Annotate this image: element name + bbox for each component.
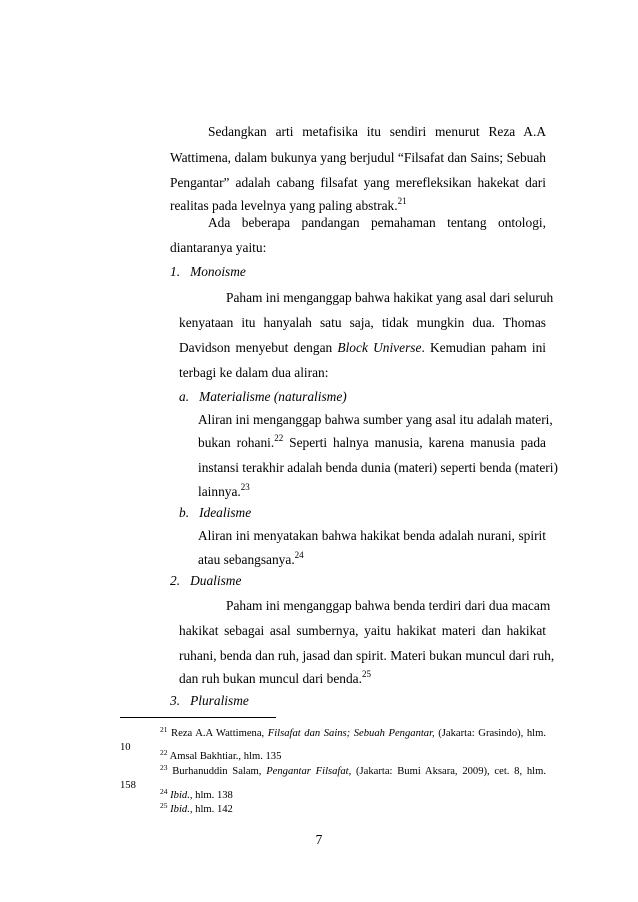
body-line: kenyataan itu hanyalah satu saja, tidak mungkin dua. Thomas	[179, 315, 546, 330]
subsection-heading: a. Materialisme (naturalisme)	[179, 389, 347, 404]
body-line: Davidson menyebut dengan Block Universe. Kemudian paham ini	[179, 340, 547, 355]
subsection-heading: b. Idealisme	[179, 505, 252, 520]
body-line: instansi terakhir adalah benda dunia (materi) seperti benda (materi)	[198, 460, 558, 475]
body-line: Wattimena, dalam bukunya yang berjudul “Filsafat dan Sains; Sebuah	[170, 150, 546, 165]
body-line: terbagi ke dalam dua aliran:	[179, 365, 329, 380]
body-line: realitas pada levelnya yang paling abstrak.$^{21}$	[170, 196, 407, 213]
body-line: dan ruh bukan muncul dari benda.$^{25}$	[179, 669, 371, 686]
footnote-23-wrap: 158	[120, 780, 136, 791]
footnote-separator	[120, 717, 276, 718]
footnote-23: $^{23}$ Burhanuddin Salam, Pengantar Filsafat, (Jakarta: Bumi Aksara, 2009), cet. 8, hlm.	[160, 763, 546, 777]
footnote-ref: 24	[294, 550, 304, 560]
footnote-24: $^{24}$ Ibid., hlm. 138	[160, 787, 233, 801]
body-line: ruhani, benda dan ruh, jasad dan spirit. Materi bukan muncul dari ruh,	[179, 648, 555, 663]
footnote-21-wrap: 10	[120, 742, 131, 753]
body-line: Ada beberapa pandangan pemahaman tentang ontologi,	[208, 215, 546, 230]
body-line: bukan rohani.$^{22}$ Seperti halnya manusia, karena manusia pada	[198, 433, 546, 450]
body-line: lainnya.$^{23}$	[198, 482, 250, 499]
footnote-ref: 22	[274, 433, 284, 443]
page-number: 7	[315, 832, 323, 847]
section-heading: 1. Monoisme	[170, 264, 246, 279]
body-line: atau sebangsanya.$^{24}$	[198, 550, 304, 567]
footnote-25: $^{25}$ Ibid., hlm. 142	[160, 801, 233, 815]
footnote-21: $^{21}$ Reza A.A Wattimena, Filsafat dan Sains; Sebuah Pengantar, (Jakarta: Grasindo), hlm.	[160, 725, 546, 739]
footnote-ref: 25	[361, 669, 371, 679]
body-line: hakikat sebagai asal sumbernya, yaitu hakikat materi dan hakikat	[179, 623, 546, 638]
body-line: Paham ini menganggap bahwa hakikat yang asal dari seluruh	[226, 290, 554, 305]
body-line: Aliran ini menganggap bahwa sumber yang asal itu adalah materi,	[198, 412, 553, 427]
footnote-ref: 21	[397, 196, 407, 206]
body-line: diantaranya yaitu:	[170, 240, 267, 255]
body-line: Sedangkan arti metafisika itu sendiri menurut Reza A.A	[208, 124, 546, 139]
section-heading: 3. Pluralisme	[170, 693, 249, 708]
body-line: Paham ini menganggap bahwa benda terdiri dari dua macam	[226, 598, 551, 613]
footnote-22: $^{22}$ Amsal Bakhtiar., hlm. 135	[160, 748, 282, 762]
footnote-ref: 23	[240, 482, 250, 492]
body-line: Aliran ini menyatakan bahwa hakikat benda adalah nurani, spirit	[198, 528, 546, 543]
section-heading: 2. Dualisme	[170, 573, 242, 588]
body-line: Pengantar” adalah cabang filsafat yang merefleksikan hakekat dari	[170, 175, 546, 190]
